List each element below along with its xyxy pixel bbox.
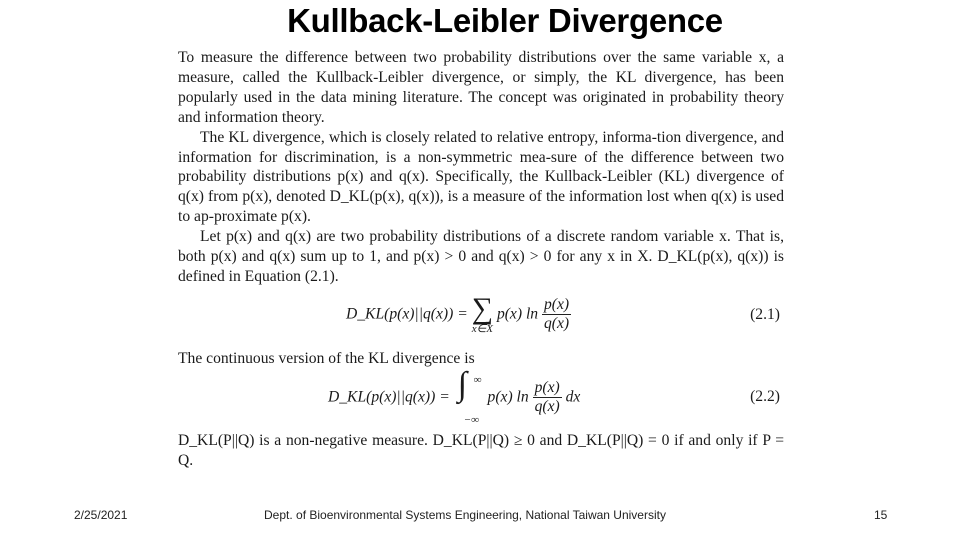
eq2-differential: dx	[565, 388, 581, 406]
equation-number-2-2: (2.2)	[750, 387, 780, 405]
slide-title: Kullback-Leibler Divergence	[287, 2, 723, 39]
footer-page-number: 15	[874, 508, 888, 522]
eq2-term: p(x) ln	[487, 388, 529, 406]
eq1-fraction	[542, 296, 571, 333]
equation-2-2	[178, 365, 784, 431]
integral	[454, 365, 484, 426]
eq1-numerator: p(x)	[543, 296, 570, 314]
eq1-denominator: q(x)	[543, 315, 570, 333]
footer-date: 2/25/2021	[74, 508, 128, 522]
continuous-intro: The continuous version of the KL divergence is	[178, 349, 475, 367]
summation	[471, 291, 494, 335]
equation-number-2-1: (2.1)	[750, 305, 780, 323]
slide-body	[178, 48, 784, 471]
sum-subscript: x∈X	[471, 322, 493, 335]
sigma-symbol: ∑	[471, 291, 494, 325]
eq2-lhs: D_KL(p(x)||q(x)) =	[328, 388, 450, 406]
paragraph-discrete: Let p(x) and q(x) are two probability distributions of a discrete random variable x. That is, both p(x) and q(x) sum up to 1, and p(x) > 0 and q(x) > 0 for any x in X. D_KL(p(x), q(x)) is defined in Equation (2.1).	[178, 228, 784, 285]
paragraph-closing: D_KL(P||Q) is a non-negative measure. D_KL(P||Q) ≥ 0 and D_KL(P||Q) = 0 if and only if P = Q.	[178, 431, 784, 469]
paragraph-intro: To measure the difference between two probability distributions over the same variable x, a measure, called the Kullback-Leibler divergence, or simply, the KL divergence, has been popularly used in the data mining literature. The concept was originated in probability theory and information theory.	[178, 49, 784, 126]
eq2-numerator: p(x)	[534, 379, 560, 397]
eq2-denominator: q(x)	[534, 398, 560, 416]
eq1-lhs: D_KL(p(x)||q(x)) =	[346, 305, 468, 323]
integral-upper: ∞	[473, 373, 482, 386]
equation-2-1-body	[346, 291, 571, 335]
equation-2-2-body	[328, 365, 581, 426]
eq2-fraction	[533, 379, 562, 416]
footer-department: Dept. of Bioenvironmental Systems Engineering, National Taiwan University	[264, 508, 666, 522]
paragraph-kl-definition: The KL divergence, which is closely related to relative entropy, informa-tion divergence, and information for discrimination, is a non-symmetric mea-sure of the difference between two probability distributions p(x) and q(x). Specifically, the Kullback-Leibler (KL) divergence of q(x) from p(x), denoted D_KL(p(x), q(x)), is a measure of the information lost when q(x) is used to ap-proximate p(x).	[178, 128, 784, 226]
equation-2-1	[178, 287, 784, 349]
integral-lower: −∞	[463, 413, 479, 426]
integral-symbol: ∫	[457, 365, 467, 403]
eq1-term: p(x) ln	[496, 305, 539, 323]
